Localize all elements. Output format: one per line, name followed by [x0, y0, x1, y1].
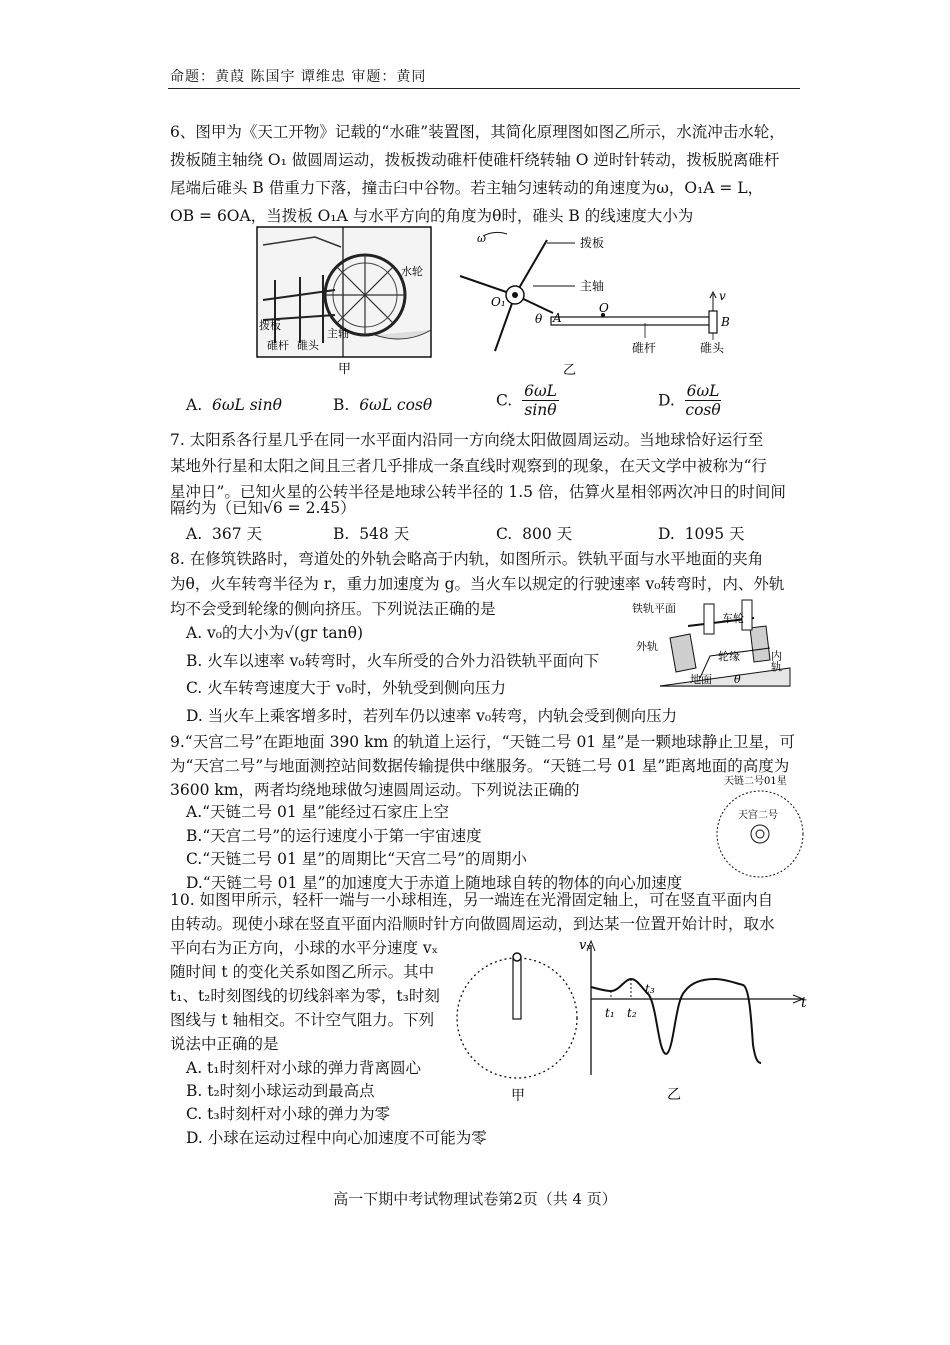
q7-option-a: A. 367 天 — [186, 525, 262, 543]
q8-rail-figure — [630, 598, 800, 698]
q10-option-b: B. t₂时刻小球运动到最高点 — [186, 1082, 375, 1100]
q9-orbit-figure — [710, 772, 810, 882]
page-footer: 高一下期中考试物理试卷第2页（共 4 页） — [333, 1190, 617, 1208]
q6-yi-label-o1: O₁ — [491, 295, 506, 309]
q6-jia-label-axle: 主轴 — [327, 327, 349, 340]
q10-left-line-2: 随时间 t 的变化关系如图乙所示。其中 — [170, 963, 435, 981]
q6-option-b: B. 6ωL cosθ — [333, 396, 433, 414]
q10-option-c: C. t₃时刻杆对小球的弹力为零 — [186, 1105, 391, 1123]
q6-option-c: C. $\frac{6\omega L}{\sin\theta}$ — [496, 382, 557, 419]
header-rule — [168, 88, 800, 89]
q9-label-tiangong: 天宫二号 — [738, 810, 778, 821]
q7-line-1: 7. 太阳系各行星几乎在同一水平面内沿同一方向绕太阳做圆周运动。当地球恰好运行至 — [170, 431, 764, 449]
q6-yi-label-b: B — [721, 315, 730, 329]
q10-left-line-1: 平向右为正方向，小球的水平分速度 vₓ — [170, 939, 439, 957]
header-authors: 命题：黄葭 陈国宇 谭维忠 审题：黄同 — [170, 69, 427, 85]
q8-option-d: D. 当火车上乘客增多时，若列车仍以速率 v₀转弯，内轨会受到侧向压力 — [186, 707, 678, 725]
q8-label-rail-plane: 铁轨平面 — [632, 602, 676, 615]
q10-label-t3: t₃ — [645, 982, 655, 996]
q6-yi-label-a: A — [553, 311, 562, 325]
q10-jia-caption: 甲 — [511, 1088, 525, 1104]
q8-option-c: C. 火车转弯速度大于 v₀时，外轨受到侧向压力 — [186, 679, 507, 697]
q9-option-c: C.“天链二号 01 星”的周期比“天宫二号”的周期小 — [186, 850, 528, 868]
q10-figure-yi — [575, 935, 815, 1105]
q7-option-c: C. 800 天 — [496, 525, 573, 543]
q6-jia-label-head: 碓头 — [297, 339, 319, 352]
q7-option-b: B. 548 天 — [333, 525, 410, 543]
q10-figure-jia — [455, 945, 585, 1105]
q10-axis-x-label: t — [801, 995, 807, 1011]
q7-option-d: D. 1095 天 — [658, 525, 745, 543]
q6-jia-caption: 甲 — [338, 362, 352, 375]
q8-label-ground: 地面 — [690, 673, 712, 686]
q6-yi-label-v: v — [719, 289, 726, 303]
q6-yi-label-theta: θ — [535, 312, 543, 326]
q8-label-inner-rail: 内轨 — [769, 650, 783, 672]
q6-jia-label-paddle: 拨板 — [259, 319, 281, 332]
q8-option-b: B. 火车以速率 v₀转弯时，火车所受的合外力沿铁轨平面向下 — [186, 652, 600, 670]
q8-label-flange: 轮缘 — [718, 650, 740, 663]
q8-option-a: A. v₀的大小为√(gr tanθ) — [186, 624, 364, 642]
q8-line-1: 8. 在修筑铁路时，弯道处的外轨会略高于内轨，如图所示。铁轨平面与水平地面的夹角 — [170, 550, 764, 568]
q6-yi-label-paddle: 拨板 — [580, 236, 605, 250]
q6-line-2: 拨板随主轴绕 O₁ 做圆周运动，拨板拨动碓杆使碓杆绕转轴 O 逆时针转动，拨板脱离碓杆 — [170, 151, 780, 169]
q8-line-3: 均不会受到轮缘的侧向挤压。下列说法正确的是 — [170, 600, 496, 618]
q6-figure-yi — [455, 228, 755, 378]
q7-line-2: 某地外行星和太阳之间且三者几乎排成一条直线时观察到的现象，在天文学中被称为“行 — [170, 457, 767, 475]
q6-yi-label-axle: 主轴 — [580, 279, 605, 293]
q6-figure-jia — [255, 225, 435, 375]
q6-yi-label-omega: ω — [477, 232, 486, 245]
q8-line-2: 为θ，火车转弯半径为 r，重力加速度为 g。当火车以规定的行驶速率 v₀转弯时，内、外轨 — [170, 575, 785, 593]
q9-line-1: 9.“天宫二号”在距地面 390 km 的轨道上运行，“天链二号 01 星”是一颗地球静止卫星，可 — [170, 733, 796, 751]
q6-line-4: OB = 6OA，当拨板 O₁A 与水平方向的角度为θ时，碓头 B 的线速度大小为 — [170, 207, 694, 225]
q7-line-3: 星冲日”。已知火星的公转半径是地球公转半径的 1.5 倍，估算火星相邻两次冲日的时间间 — [170, 483, 786, 501]
q6-jia-label-rod: 碓杆 — [267, 339, 289, 352]
q9-option-a: A.“天链二号 01 星”能经过石家庄上空 — [186, 803, 450, 821]
q6-line-3: 尾端后碓头 B 借重力下落，撞击臼中谷物。若主轴匀速转动的角速度为ω，O₁A = L， — [170, 179, 764, 197]
q8-label-theta: θ — [734, 673, 741, 686]
q10-axis-y-label: vₓ — [579, 938, 591, 953]
q9-label-tianlian: 天链二号01星 — [724, 776, 787, 787]
q7-line-4: 隔约为（已知√6 = 2.45） — [170, 499, 356, 517]
q9-line-3: 3600 km，两者均绕地球做匀速圆周运动。下列说法正确的 — [170, 781, 580, 799]
q6-option-a: A. 6ωL sinθ — [186, 396, 282, 414]
q6-yi-label-o: O — [599, 301, 609, 315]
q10-line-2: 由转动。现使小球在竖直平面内沿顺时针方向做圆周运动，到达某一位置开始计时，取水 — [170, 915, 775, 933]
q6-jia-label-wheel: 水轮 — [401, 265, 423, 278]
q10-left-line-5: 说法中正确的是 — [170, 1035, 279, 1053]
q10-option-a: A. t₁时刻杆对小球的弹力背离圆心 — [186, 1059, 421, 1077]
q10-label-t2: t₂ — [627, 1006, 637, 1020]
q10-yi-caption: 乙 — [667, 1087, 681, 1103]
q9-option-d: D.“天链二号 01 星”的加速度大于赤道上随地球自转的物体的向心加速度 — [186, 874, 683, 892]
q10-left-line-3: t₁、t₂时刻图线的切线斜率为零，t₃时刻 — [170, 987, 440, 1005]
q6-yi-label-rod: 碓杆 — [632, 341, 657, 355]
q6-option-d: D. $\frac{6\omega L}{\cos\theta}$ — [658, 382, 721, 419]
q10-label-t1: t₁ — [605, 1006, 615, 1020]
q9-option-b: B.“天宫二号”的运行速度小于第一宇宙速度 — [186, 827, 482, 845]
q10-left-line-4: 图线与 t 轴相交。不计空气阻力。下列 — [170, 1011, 435, 1029]
q8-label-wheel: 车轮 — [722, 612, 744, 625]
q6-line-1: 6、图甲为《天工开物》记载的“水碓”装置图，其简化原理图如图乙所示，水流冲击水轮， — [170, 123, 785, 141]
q6-yi-caption: 乙 — [563, 363, 577, 378]
q8-label-outer-rail: 外轨 — [636, 640, 658, 653]
q6-yi-label-head: 碓头 — [700, 341, 725, 355]
q10-line-1: 10. 如图甲所示，轻杆一端与一小球相连，另一端连在光滑固定轴上，可在竖直平面内自 — [170, 891, 774, 909]
q10-option-d: D. 小球在运动过程中向心加速度不可能为零 — [186, 1129, 487, 1147]
q9-line-2: 为“天宫二号”与地面测控站间数据传输提供中继服务。“天链二号 01 星”距离地面的高度为 — [170, 757, 790, 775]
